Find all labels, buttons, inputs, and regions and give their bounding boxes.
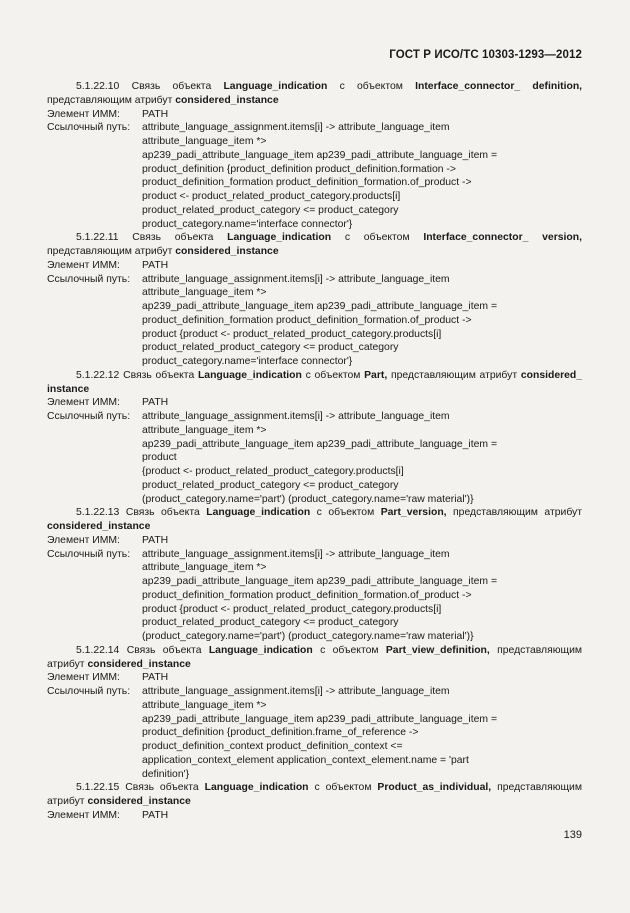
heading-text: Связь объекта: [131, 81, 212, 92]
target-entity-name: Part,: [364, 369, 388, 381]
section-heading: [47, 231, 582, 259]
heading-text: с объектом: [305, 369, 361, 381]
reference-path-line: attribute_language_assignment.items[i] -> attribute_language_item: [142, 686, 450, 697]
reference-path-row: [47, 410, 582, 424]
reference-path-line: attribute_language_item *>: [142, 424, 267, 436]
reference-path-line: ap239_padi_attribute_language_item ap239_padi_attribute_language_item =: [142, 301, 498, 312]
section-number: 5.1.22.14: [76, 644, 120, 656]
target-entity-name: Interface_connector_ version,: [423, 232, 582, 244]
element-value: PATH: [142, 108, 169, 120]
entity-name: Language_indication: [223, 81, 328, 92]
reference-path-line: product {product <- product_related_product_category.products[i]: [142, 603, 442, 615]
heading-text: представляющим атрибут: [390, 369, 518, 381]
reference-path-line: attribute_language_item *>: [142, 562, 267, 574]
heading-text: Связь объекта: [125, 782, 199, 794]
element-value: PATH: [142, 809, 169, 821]
entity-name: Language_indication: [204, 782, 309, 794]
heading-text: представляющим атрибут: [47, 246, 173, 257]
section-number: 5.1.22.10: [76, 81, 120, 92]
element-label: Элемент ИММ:: [47, 397, 120, 409]
target-entity-name: Interface_connector_ definition,: [415, 81, 583, 92]
reference-path-line: product {product <- product_related_product_category.products[i]: [142, 328, 442, 340]
reference-path-line: application_context_element application_context_element.name = 'part: [142, 754, 469, 766]
heading-text: с объектом: [344, 232, 410, 244]
section-number: 5.1.22.13: [76, 507, 120, 519]
page-header: ГОСТ Р ИСО/ТС 10303-1293—2012: [389, 49, 582, 61]
element-value: PATH: [142, 259, 169, 271]
entity-name: Language_indication: [227, 232, 332, 244]
reference-path-row: [47, 685, 582, 699]
page-number: 139: [563, 829, 582, 841]
attribute-name: considered_instance: [175, 94, 279, 106]
heading-text: с объектом: [320, 644, 379, 656]
reference-path-line: ap239_padi_attribute_language_item ap239_padi_attribute_language_item =: [142, 713, 498, 725]
attribute-name: considered_ instance: [47, 369, 583, 395]
reference-path-label: Ссылочный путь:: [47, 273, 131, 285]
element-label: Элемент ИММ:: [47, 809, 120, 821]
reference-path-line: attribute_language_assignment.items[i] -> attribute_language_item: [142, 548, 450, 560]
section-heading: [47, 644, 582, 672]
reference-path-line: definition'}: [142, 768, 190, 780]
document-body: [47, 80, 582, 823]
element-row: [47, 259, 582, 273]
element-value: PATH: [142, 397, 169, 409]
heading-text: с объектом: [316, 507, 375, 519]
reference-path-line: product_related_product_category <= product_category: [142, 204, 399, 216]
reference-path-line: attribute_language_item *>: [142, 136, 267, 147]
reference-path-line: (product_category.name='part') (product_category.name='raw material')}: [142, 631, 474, 642]
reference-path-line: product_related_product_category <= product_category: [142, 479, 399, 491]
entity-name: Language_indication: [206, 507, 311, 519]
section-heading: [47, 369, 582, 397]
reference-path-row: [47, 548, 582, 562]
target-entity-name: Product_as_individual,: [377, 782, 492, 794]
attribute-name: considered_instance: [87, 658, 191, 670]
reference-path-label: Ссылочный путь:: [47, 122, 131, 134]
section-number: 5.1.22.11: [76, 232, 119, 244]
reference-path-line: product_related_product_category <= product_category: [142, 342, 399, 354]
heading-text: Связь объекта: [123, 369, 195, 381]
reference-path-line: product_definition_context product_definition_context <=: [142, 741, 403, 752]
reference-path-line: product <- product_related_product_category.products[i]: [142, 191, 401, 202]
reference-path-line: product_definition_formation product_definition_formation.of_product ->: [142, 314, 472, 326]
reference-path-line: product_definition_formation product_definition_formation.of_product ->: [142, 177, 472, 189]
target-entity-name: Part_version,: [380, 507, 447, 519]
element-label: Элемент ИММ:: [47, 259, 120, 271]
section-heading: [47, 80, 582, 108]
element-label: Элемент ИММ:: [47, 534, 120, 546]
reference-path-line: product_category.name='interface connector'}: [142, 356, 353, 367]
heading-text: представляющим атрибут: [47, 782, 583, 807]
attribute-name: considered_instance: [87, 796, 191, 807]
reference-path-line: product_definition_formation product_definition_formation.of_product ->: [142, 589, 472, 601]
reference-path-line: product_definition {product_definition.frame_of_reference ->: [142, 727, 419, 739]
section-number: 5.1.22.12: [76, 369, 120, 381]
element-row: [47, 396, 582, 410]
reference-path-line: ap239_padi_attribute_language_item ap239_padi_attribute_language_item =: [142, 438, 498, 450]
target-entity-name: Part_view_definition,: [385, 644, 490, 656]
element-label: Элемент ИММ:: [47, 108, 120, 120]
section-number: 5.1.22.15: [76, 782, 120, 794]
reference-path-line: attribute_language_assignment.items[i] -> attribute_language_item: [142, 122, 450, 134]
entity-name: Language_indication: [197, 369, 302, 381]
reference-path-line: product_definition {product_definition product_definition.formation ->: [142, 163, 456, 175]
reference-path-line: attribute_language_assignment.items[i] -> attribute_language_item: [142, 273, 450, 285]
heading-text: представляющим атрибут: [453, 507, 582, 519]
reference-path-label: Ссылочный путь:: [47, 411, 131, 422]
reference-path-line: product_category.name='interface connector'}: [142, 218, 353, 230]
heading-text: с объектом: [314, 782, 372, 794]
heading-text: Связь объекта: [125, 507, 200, 519]
reference-path-line: attribute_language_item *>: [142, 699, 267, 711]
element-value: PATH: [142, 672, 169, 684]
reference-path-row: [47, 121, 582, 135]
heading-text: представляющим атрибут: [47, 94, 173, 106]
element-value: PATH: [142, 534, 169, 546]
attribute-name: considered_instance: [47, 521, 151, 532]
reference-path-label: Ссылочный путь:: [47, 686, 131, 697]
reference-path-line: {product <- product_related_product_category.products[i]: [142, 466, 404, 477]
reference-path-line: ap239_padi_attribute_language_item ap239_padi_attribute_language_item =: [142, 149, 498, 161]
element-row: [47, 671, 582, 685]
attribute-name: considered_instance: [175, 246, 279, 257]
reference-path-line: product_related_product_category <= product_category: [142, 617, 399, 629]
heading-text: представляющим атрибут: [47, 644, 583, 670]
reference-path-line: attribute_language_assignment.items[i] -> attribute_language_item: [142, 411, 450, 422]
reference-path-line: (product_category.name='part') (product_category.name='raw material')}: [142, 493, 474, 505]
element-label: Элемент ИММ:: [47, 672, 120, 684]
element-row: [47, 534, 582, 548]
element-row: [47, 108, 582, 122]
reference-path-row: [47, 273, 582, 287]
heading-text: Связь объекта: [132, 232, 214, 244]
reference-path-line: attribute_language_item *>: [142, 287, 267, 299]
heading-text: с объектом: [339, 81, 403, 92]
heading-text: Связь объекта: [126, 644, 202, 656]
reference-path-line: product: [142, 452, 177, 464]
reference-path-label: Ссылочный путь:: [47, 548, 131, 560]
element-row: [47, 809, 582, 823]
reference-path-line: ap239_padi_attribute_language_item ap239_padi_attribute_language_item =: [142, 576, 498, 587]
section-heading: [47, 506, 582, 534]
section-heading: [47, 781, 582, 809]
entity-name: Language_indication: [208, 644, 313, 656]
